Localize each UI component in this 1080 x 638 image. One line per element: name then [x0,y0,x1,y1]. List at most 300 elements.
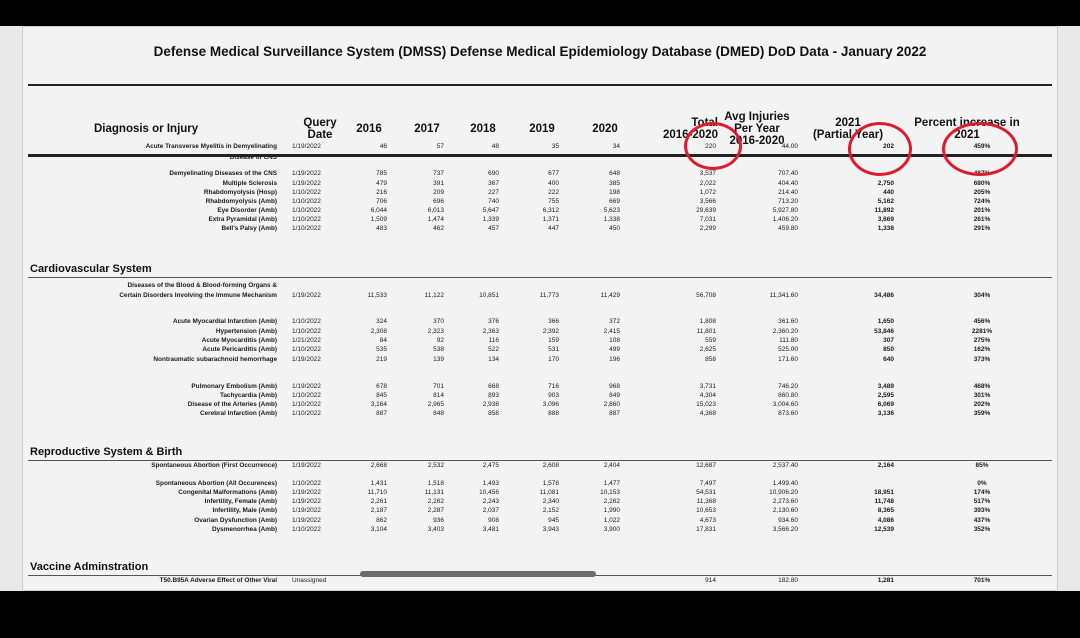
row-percent: 352% [973,526,991,533]
row-avg: 3,004.60 [772,401,798,408]
row-year-value: 785 [376,170,387,177]
table-row [22,355,1058,365]
row-year-value: 701 [433,383,444,390]
row-year-value: 10,153 [600,489,620,496]
row-diagnosis: T50.B95A Adverse Effect of Other Viral [159,577,277,584]
row-year-value: 11,773 [539,292,559,299]
row-diagnosis: Acute Myocarditis (Amb) [201,337,277,344]
row-2021: 4,086 [877,517,894,524]
row-avg: 404.40 [778,180,798,187]
row-query-date: 1/19/2022 [292,143,321,150]
row-total: 4,304 [699,392,716,399]
row-total: 2,022 [699,180,716,187]
row-diagnosis: Spontaneous Abortion (All Occurences) [155,480,277,487]
header-diagnosis: Diagnosis or Injury [94,123,199,135]
row-total: 858 [705,356,716,363]
row-year-value: 6,312 [542,207,559,214]
row-year-value: 1,338 [603,216,620,223]
row-year-value: 46 [379,143,387,150]
row-avg: 171.60 [778,356,798,363]
row-avg: 2,360.20 [772,328,798,335]
row-diagnosis: Rhabdomyolysis (Hosp) [203,189,277,196]
row-year-value: 11,710 [367,489,387,496]
row-year-value: 1,509 [370,216,387,223]
row-year-value: 196 [609,356,620,363]
row-total: 220 [705,143,716,150]
row-year-value: 400 [548,180,559,187]
row-diagnosis: Disease of the Arteries (Amb) [187,401,277,408]
row-year-value: 2,261 [370,498,387,505]
row-percent: 261% [973,216,991,223]
row-percent: 205% [973,189,991,196]
row-total: 7,031 [699,216,716,223]
header-2017: 2017 [414,123,440,135]
row-avg: 5,927.80 [772,207,798,214]
row-year-value: 814 [433,392,444,399]
row-year-value: 888 [548,410,559,417]
row-year-value: 450 [609,225,620,232]
row-year-value: 3,481 [482,526,499,533]
row-percent: 301% [973,392,991,399]
row-avg: 707.40 [778,170,798,177]
row-year-value: 669 [609,198,620,205]
row-year-value: 57 [436,143,444,150]
row-total: 7,497 [699,480,716,487]
row-avg: 10,906.20 [769,489,798,496]
row-year-value: 706 [376,198,387,205]
row-avg: 3,566.20 [772,526,798,533]
row-total: 15,023 [696,401,716,408]
row-diagnosis: Rhabdomyolysis (Amb) [205,198,277,205]
row-year-value: 1,474 [427,216,444,223]
row-2021: 5,162 [877,198,894,205]
row-total: 2,625 [699,346,716,353]
row-avg: 44.00 [781,143,798,150]
row-total: 3,731 [699,383,716,390]
row-year-value: 3,403 [427,526,444,533]
row-year-value: 522 [488,346,499,353]
row-year-value: 1,339 [482,216,499,223]
row-query-date: 1/10/2022 [292,392,321,399]
row-year-value: 3,943 [542,526,559,533]
row-year-value: 134 [488,356,499,363]
row-year-value: 479 [376,180,387,187]
row-diagnosis: Demyelinating Diseases of the CNS [169,170,277,177]
row-year-value: 462 [433,225,444,232]
row-year-value: 648 [609,170,620,177]
row-avg: 11,341.60 [769,292,798,299]
row-diagnosis: Multiple Sclerosis [222,180,277,187]
row-query-date: 1/10/2022 [292,328,321,335]
row-2021: 11,892 [874,207,894,214]
row-diagnosis: Diseases of the Blood & Blood-forming Organs & [127,282,277,289]
row-year-value: 2,965 [427,401,444,408]
row-year-value: 696 [433,198,444,205]
row-percent: 701% [973,577,991,584]
header-avg-l3: 2016-2020 [729,135,785,147]
row-percent: 174% [973,489,991,496]
section-vaccine: Vaccine Adminstration [30,561,149,573]
header-pct-l2: 2021 [954,129,980,141]
row-percent: 456% [973,318,991,325]
row-year-value: 2,415 [603,328,620,335]
row-query-date: 1/10/2022 [292,318,321,325]
header-avg-l2: Per Year [734,123,780,135]
row-total: 559 [705,337,716,344]
row-percent: 517% [973,498,991,505]
row-avg: 111.80 [779,337,798,344]
row-query-date: 1/19/2022 [292,383,321,390]
row-year-value: 10,851 [479,292,499,299]
row-diagnosis: Eye Disorder (Amb) [217,207,277,214]
row-query-date: 1/10/2022 [292,480,321,487]
header-2021-l1: 2021 [835,117,861,129]
row-year-value: 535 [376,346,387,353]
row-year-value: 1,371 [542,216,559,223]
row-avg: 2,273.60 [772,498,798,505]
row-year-value: 6,013 [427,207,444,214]
document-viewer [0,26,1080,591]
row-diagnosis: Spontaneous Abortion (First Occurrence) [151,462,277,469]
row-year-value: 755 [548,198,559,205]
row-year-value: 2,262 [427,498,444,505]
row-percent: 373% [973,356,991,363]
row-year-value: 499 [609,346,620,353]
row-2021: 12,539 [874,526,894,533]
table-row [22,317,1058,327]
table-row [22,345,1058,355]
row-year-value: 677 [548,170,559,177]
row-year-value: 6,044 [370,207,387,214]
row-diagnosis: Pulmonary Embolism (Amb) [191,383,277,390]
row-diagnosis: Acute Pericarditis (Amb) [202,346,277,353]
row-year-value: 367 [488,180,499,187]
row-year-value: 139 [433,356,444,363]
section-reproductive: Reproductive System & Birth [30,446,183,458]
row-2021: 850 [883,346,894,353]
table-row [22,576,1058,586]
row-year-value: 457 [488,225,499,232]
header-avg-l1: Avg Injuries [724,111,790,123]
row-year-value: 11,122 [424,292,444,299]
row-year-value: 5,623 [603,207,620,214]
header-2018: 2018 [470,123,496,135]
row-year-value: 11,131 [424,489,444,496]
row-year-value: 2,532 [427,462,444,469]
row-avg: 2,537.40 [772,462,798,469]
row-year-value: 2,262 [603,498,620,505]
row-year-value: 483 [376,225,387,232]
row-year-value: 908 [488,517,499,524]
row-query-date: 1/19/2022 [292,517,321,524]
row-year-value: 385 [609,180,620,187]
row-2021: 2,750 [877,180,894,187]
row-year-value: 887 [376,410,387,417]
row-year-value: 668 [488,383,499,390]
row-avg: 746.20 [778,383,798,390]
row-year-value: 48 [491,143,499,150]
row-total: 12,687 [696,462,716,469]
row-year-value: 538 [433,346,444,353]
document-page [22,26,1058,591]
table-row [22,409,1058,419]
row-year-value: 2,860 [603,401,620,408]
row-year-value: 845 [376,392,387,399]
row-year-value: 198 [609,189,620,196]
row-2021: 2,164 [877,462,894,469]
row-year-value: 716 [548,383,559,390]
row-2021: 11,748 [874,498,894,505]
row-2021: 440 [883,189,894,196]
row-2021: 307 [883,337,894,344]
row-diagnosis: Disease of CNS [229,154,277,161]
row-year-value: 222 [548,189,559,196]
row-2021: 3,489 [877,383,894,390]
header-total-l1: Total [691,117,718,129]
row-year-value: 11,533 [367,292,387,299]
row-year-value: 945 [548,517,559,524]
row-diagnosis: Extra Pyramidal (Amb) [208,216,277,223]
row-percent: 724% [973,198,991,205]
row-percent: 0% [977,480,987,487]
row-avg: 2,130.60 [772,507,798,514]
row-year-value: 2,187 [370,507,387,514]
row-year-value: 370 [433,318,444,325]
row-year-value: 858 [488,410,499,417]
row-total: 4,673 [699,517,716,524]
row-year-value: 1,431 [370,480,387,487]
row-avg: 934.60 [778,517,798,524]
row-diagnosis: Infertility, Female (Amb) [204,498,277,505]
row-year-value: 2,392 [542,328,559,335]
row-year-value: 35 [551,143,559,150]
row-year-value: 2,668 [370,462,387,469]
row-year-value: 1,477 [603,480,620,487]
row-query-date: 1/10/2022 [292,346,321,353]
row-percent: 2281% [971,328,993,335]
row-percent: 393% [973,507,991,514]
row-year-value: 372 [609,318,620,325]
row-diagnosis: Hypertension (Amb) [215,328,277,335]
row-query-date: 1/19/2022 [292,356,321,363]
row-year-value: 2,608 [542,462,559,469]
row-total: 4,368 [699,410,716,417]
header-2019: 2019 [529,123,555,135]
row-year-value: 10,456 [479,489,499,496]
row-total: 1,072 [699,189,716,196]
row-diagnosis: Nontraumatic subarachnoid hemorrhage [153,356,277,363]
row-year-value: 2,243 [482,498,499,505]
row-avg: 361.60 [778,318,798,325]
row-year-value: 1,990 [603,507,620,514]
row-year-value: 11,081 [539,489,559,496]
row-year-value: 2,152 [542,507,559,514]
table-row [22,224,1058,234]
row-year-value: 2,404 [603,462,620,469]
row-year-value: 219 [376,356,387,363]
row-year-value: 92 [436,337,444,344]
row-year-value: 903 [548,392,559,399]
row-year-value: 2,323 [427,328,444,335]
row-query-date: 1/10/2022 [292,410,321,417]
row-query-date: 1/10/2022 [292,207,321,214]
data-table [22,26,1058,591]
row-year-value: 3,104 [370,526,387,533]
row-percent: 437% [973,517,991,524]
row-percent: 487% [973,170,991,177]
header-query-l2: Date [307,129,333,141]
row-year-value: 3,096 [542,401,559,408]
row-percent: 85% [975,462,989,469]
row-2021: 3,136 [877,410,894,417]
row-year-value: 862 [376,517,387,524]
row-year-value: 324 [376,318,387,325]
row-query-date: 1/10/2022 [292,198,321,205]
row-year-value: 848 [433,410,444,417]
row-diagnosis: Congenital Malformations (Amb) [178,489,277,496]
row-2021: 1,338 [877,225,894,232]
row-total: 56,708 [696,292,716,299]
row-year-value: 227 [488,189,499,196]
row-diagnosis: Tachycardia (Amb) [219,392,277,399]
row-year-value: 376 [488,318,499,325]
row-total: 54,531 [696,489,716,496]
row-avg: 873.60 [778,410,798,417]
row-total: 10,653 [696,507,716,514]
row-2021: 202 [883,143,894,150]
row-total: 11,801 [696,328,716,335]
row-year-value: 84 [379,337,387,344]
row-year-value: 740 [488,198,499,205]
table-row [22,525,1058,535]
header-total-l2: 2016-2020 [663,129,718,141]
row-year-value: 936 [433,517,444,524]
row-year-value: 108 [609,337,620,344]
row-percent: 202% [973,401,991,408]
row-year-value: 968 [609,383,620,390]
row-avg: 860.80 [778,392,798,399]
row-diagnosis: Dysmenorrhea (Amb) [212,526,277,533]
row-2021: 3,669 [877,216,894,223]
row-percent: 201% [973,207,991,214]
row-avg: 214.40 [778,189,798,196]
header-query-l1: Query [303,117,337,129]
row-diagnosis: Infertility, Male (Amb) [212,507,277,514]
row-query-date: 1/10/2022 [292,401,321,408]
header-2016: 2016 [356,123,382,135]
row-query-date: 1/19/2022 [292,170,321,177]
row-percent: 459% [973,143,991,150]
row-year-value: 159 [548,337,559,344]
row-avg: 525.00 [778,346,798,353]
row-query-date: 1/19/2022 [292,507,321,514]
document-title: Defense Medical Surveillance System (DMSS) Defense Medical Epidemiology Database (DMED) DoD Data - January 2022 [153,44,927,59]
row-year-value: 690 [488,170,499,177]
annotation-circle-2021 [848,122,912,176]
row-2021: 640 [883,356,894,363]
row-year-value: 737 [433,170,444,177]
row-year-value: 391 [433,180,444,187]
row-year-value: 3,164 [370,401,387,408]
annotation-circle-percent [942,122,1018,176]
table-row [22,461,1058,471]
row-percent: 291% [973,225,991,232]
header-2020: 2020 [592,123,618,135]
row-year-value: 216 [376,189,387,196]
row-year-value: 2,287 [427,507,444,514]
row-query-date: 1/10/2022 [292,216,321,223]
row-percent: 680% [973,180,991,187]
row-query-date: Unassigned [292,577,327,584]
row-total: 29,639 [696,207,716,214]
table-row [22,291,1058,301]
row-diagnosis: Acute Myocardial Infarction (Amb) [172,318,277,325]
row-query-date: 1/10/2022 [292,225,321,232]
row-year-value: 2,363 [482,328,499,335]
row-percent: 468% [973,383,991,390]
row-year-value: 893 [488,392,499,399]
row-avg: 459.80 [778,225,798,232]
table-row [22,506,1058,516]
row-2021: 1,650 [877,318,894,325]
row-year-value: 2,308 [370,328,387,335]
table-row [22,169,1058,179]
row-percent: 275% [973,337,991,344]
section-cardiovascular: Cardiovascular System [30,263,152,275]
row-year-value: 2,475 [482,462,499,469]
row-total: 11,368 [696,498,716,505]
row-year-value: 2,938 [482,401,499,408]
row-2021: 1,281 [877,577,894,584]
row-year-value: 366 [548,318,559,325]
row-2021: 18,951 [874,489,894,496]
row-2021: 6,069 [877,401,894,408]
row-year-value: 5,647 [482,207,499,214]
header-pct-l1: Percent increase in [914,117,1020,129]
row-year-value: 11,429 [600,292,620,299]
row-percent: 304% [973,292,991,299]
row-avg: 1,499.40 [772,480,798,487]
row-diagnosis: Cerebral Infarction (Amb) [199,410,277,417]
row-year-value: 1,578 [542,480,559,487]
row-year-value: 887 [609,410,620,417]
row-query-date: 1/19/2022 [292,180,321,187]
row-diagnosis: Bell's Palsy (Amb) [221,225,277,232]
row-query-date: 1/19/2022 [292,462,321,469]
row-avg: 1,406.20 [772,216,798,223]
row-percent: 162% [973,346,991,353]
row-2021: 53,846 [874,328,894,335]
row-query-date: 1/21/2022 [292,337,321,344]
row-total: 3,566 [699,198,716,205]
row-percent: 359% [973,410,991,417]
row-avg: 182.80 [778,577,798,584]
row-year-value: 1,022 [603,517,620,524]
row-total: 914 [705,577,716,584]
row-year-value: 209 [433,189,444,196]
row-year-value: 3,900 [603,526,620,533]
row-total: 2,299 [699,225,716,232]
row-query-date: 1/10/2022 [292,189,321,196]
table-row [22,281,1058,291]
row-2021: 8,365 [877,507,894,514]
horizontal-scrollbar[interactable] [360,571,596,577]
row-diagnosis: Certain Disorders Involving the Immune Mechanism [119,292,277,299]
row-year-value: 531 [548,346,559,353]
row-total: 3,537 [699,170,716,177]
row-2021: 2,595 [877,392,894,399]
row-query-date: 1/19/2022 [292,498,321,505]
